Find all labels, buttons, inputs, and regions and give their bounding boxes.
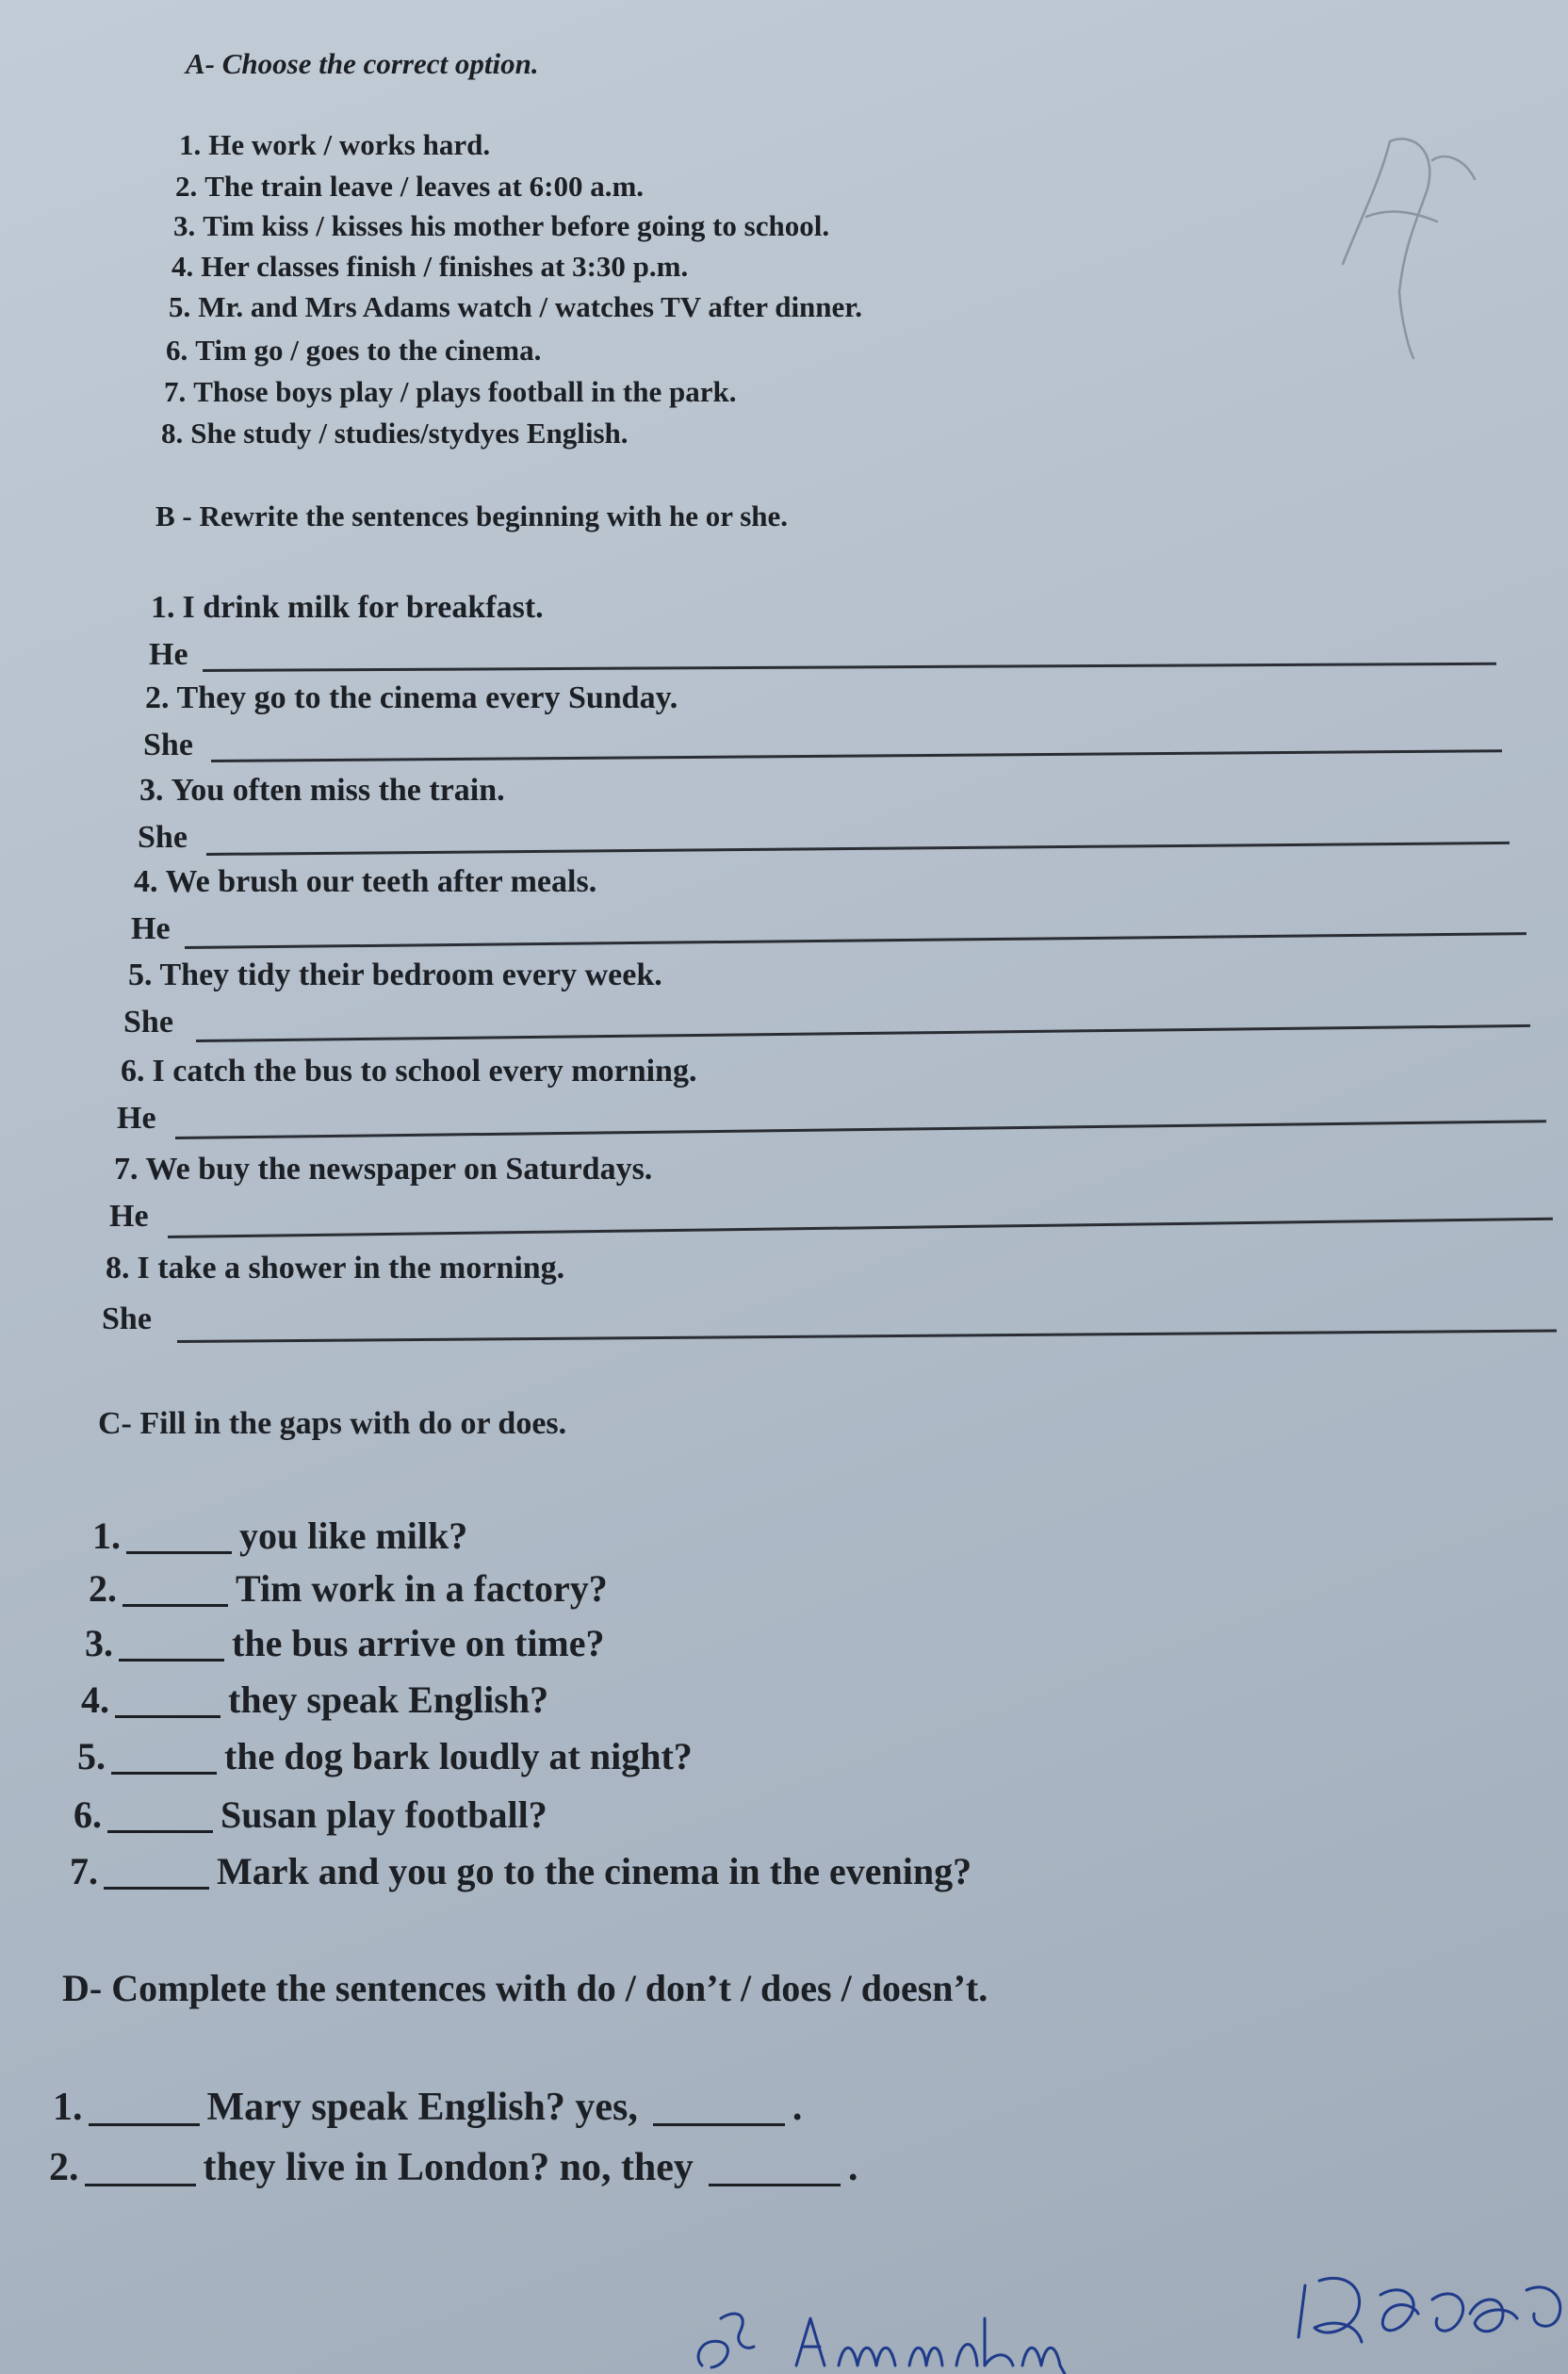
- section-c-item-7: 7. Mark and you go to the cinema in the evening?: [70, 1850, 972, 1892]
- gap-blank[interactable]: [104, 1886, 209, 1890]
- section-a-item-2: 2. The train leave / leaves at 6:00 a.m.: [175, 170, 645, 203]
- gap-blank[interactable]: [653, 2122, 785, 2126]
- section-b-starter-4: He: [131, 911, 171, 946]
- section-b-item-1: 1. I drink milk for breakfast.: [151, 590, 544, 625]
- section-b-item-4: 4. We brush our teeth after meals.: [134, 864, 597, 899]
- answer-line-2[interactable]: [211, 749, 1502, 762]
- gap-blank[interactable]: [111, 1771, 217, 1775]
- pencil-scribble-icon: [1324, 104, 1484, 368]
- section-a-item-8: 8. She study / studies/stydyes English.: [161, 417, 629, 450]
- section-a-item-5: 5. Mr. and Mrs Adams watch / watches TV after dinner.: [169, 290, 862, 323]
- gap-blank[interactable]: [107, 1829, 213, 1833]
- gap-blank[interactable]: [89, 2122, 200, 2126]
- section-a-item-6: 6. Tim go / goes to the cinema.: [166, 334, 542, 367]
- section-b-item-5: 5. They tidy their bedroom every week.: [128, 958, 662, 992]
- section-b-starter-7: He: [109, 1199, 149, 1234]
- section-b-starter-6: He: [117, 1101, 156, 1136]
- section-c-item-1: 1. you like milk?: [92, 1514, 468, 1557]
- answer-line-5[interactable]: [196, 1024, 1530, 1042]
- pen-scribble-icon: [683, 2300, 1079, 2374]
- section-c-item-5: 5. the dog bark loudly at night?: [77, 1735, 693, 1777]
- gap-blank[interactable]: [115, 1714, 220, 1718]
- section-c-item-4: 4. they speak English?: [81, 1678, 549, 1721]
- section-b-starter-3: She: [138, 820, 188, 855]
- section-b-item-3: 3. You often miss the train.: [139, 773, 505, 808]
- gap-blank[interactable]: [122, 1603, 228, 1607]
- gap-blank[interactable]: [85, 2183, 196, 2186]
- section-b-item-8: 8. I take a shower in the morning.: [106, 1251, 565, 1285]
- section-b-item-2: 2. They go to the cinema every Sunday.: [145, 680, 678, 715]
- answer-line-8[interactable]: [177, 1330, 1557, 1343]
- section-a-item-3: 3. Tim kiss / kisses his mother before going to school.: [173, 209, 830, 242]
- answer-line-7[interactable]: [168, 1218, 1553, 1238]
- pen-scribble-icon: [1291, 2262, 1568, 2374]
- gap-blank[interactable]: [119, 1658, 224, 1662]
- section-c-item-2: 2. Tim work in a factory?: [89, 1567, 608, 1610]
- section-c-item-6: 6. Susan play football?: [74, 1793, 547, 1836]
- gap-blank[interactable]: [126, 1550, 232, 1554]
- answer-line-4[interactable]: [185, 932, 1527, 949]
- gap-blank[interactable]: [709, 2183, 841, 2186]
- section-c-heading: C- Fill in the gaps with do or does.: [98, 1406, 567, 1441]
- section-b-starter-8: She: [102, 1302, 152, 1336]
- section-a-item-1: 1. He work / works hard.: [179, 128, 491, 161]
- section-b-item-6: 6. I catch the bus to school every morning.: [121, 1054, 697, 1089]
- section-b-starter-1: He: [149, 637, 188, 672]
- section-b-starter-2: She: [143, 728, 193, 762]
- answer-line-1[interactable]: [203, 663, 1496, 672]
- section-b-starter-5: She: [123, 1005, 173, 1040]
- section-a-item-4: 4. Her classes finish / finishes at 3:30 p.m.: [172, 250, 689, 283]
- section-d-item-1: 1. Mary speak English? yes, .: [53, 2086, 803, 2129]
- section-d-item-2: 2. they live in London? no, they .: [49, 2146, 858, 2189]
- answer-line-3[interactable]: [206, 842, 1510, 856]
- answer-line-6[interactable]: [175, 1120, 1546, 1139]
- section-d-heading: D- Complete the sentences with do / don’t / does / doesn’t.: [62, 1967, 988, 2009]
- section-c-item-3: 3. the bus arrive on time?: [85, 1622, 605, 1664]
- section-b-heading: B - Rewrite the sentences beginning with he or she.: [155, 499, 789, 532]
- section-a-heading: A- Choose the correct option.: [186, 47, 539, 80]
- section-a-item-7: 7. Those boys play / plays football in the park.: [164, 375, 737, 408]
- section-b-item-7: 7. We buy the newspaper on Saturdays.: [114, 1152, 653, 1187]
